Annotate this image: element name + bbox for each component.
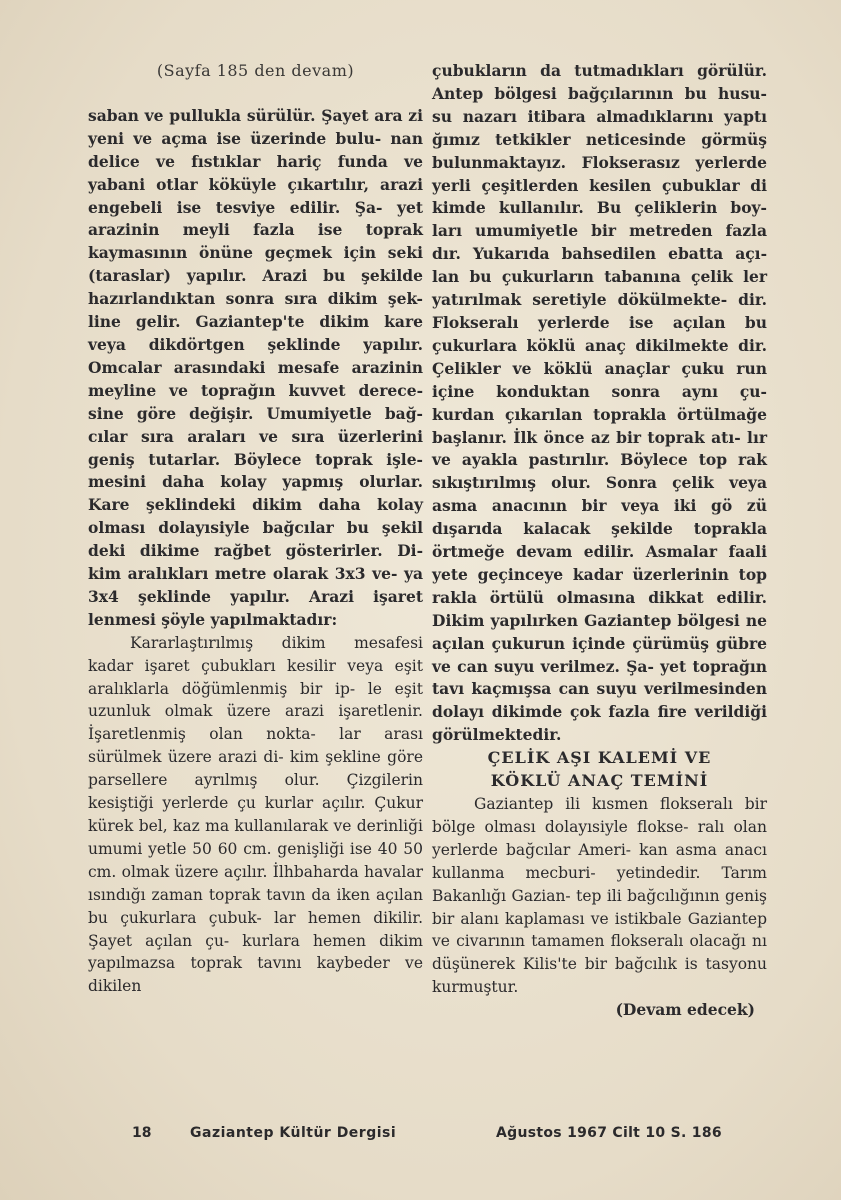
page-number: 18 xyxy=(132,1125,152,1141)
left-paragraph-2: Kararlaştırılmış dikim mesafesi kadar işaret çubukları kesilir veya eşit aralıklarla döğümlenmiş bir ip- le eşit uzunluk olmak üzere arazi işaretlenir. İşaretlenmiş olan nokta- lar arası sürülmek üzere arazi di- kim şekline göre parsellere ayrılmış olur. Çizgilerin kesiştiği yerlerde çu kurlar açılır. Çukur kürek bel, kaz ma kullanılarak ve derinliği umumi yetle 50 60 cm. genişliği ise 40 50 cm. olmak üzere açılır. İlhbaharda havalar ısındığı zaman toprak tavın da iken açılan bu çukurlara çubuk- lar hemen dikilir. Şayet açılan çu- kurlara hemen dikim yapılmazsa toprak tavını kaybeder ve dikilen xyxy=(88,633,423,996)
issue-info: Ağustos 1967 Cilt 10 S. 186 xyxy=(496,1125,722,1141)
continuation-note: (Sayfa 185 den devam) xyxy=(156,61,355,80)
magazine-name: Gaziantep Kültür Dergisi xyxy=(190,1125,397,1141)
section-heading-line-2: KÖKLÜ ANAÇ TEMİNİ xyxy=(490,771,709,791)
page-footer xyxy=(0,1125,841,1149)
right-paragraph-1: çubukların da tutmadıkları görülür. Antep bölgesi bağçılarının bu husu- su nazarı itibara almadıklarını yaptı ğımız tetkikler neticesinde görmüş bulunmaktayız. Flokserasız yerlerde yerli çeşitlerden kesilen çubuklar di kimde kullanılır. Bu çeliklerin boy- ları umumiyetle bir metreden fazla dır. Yukarıda bahsedilen ebatta açı- lan bu çukurların tabanına çelik ler yatırılmak seretiyle dökülmekte- dir. Flokseralı yerlerde ise açılan bu çukurlara köklü anaç dikilmekte dir. Çelikler ve köklü anaçlar çuku run içine konduktan sonra aynı çu- kurdan çıkarılan toprakla örtülmağe başlanır. İlk önce az bir toprak atı- lır ve ayakla pastırılır. Böylece top rak sıkıştırılmış olur. Sonra çelik veya asma anacının bir veya iki gö zü dışarıda kalacak şekilde toprakla örtmeğe devam edilir. Asmalar faali yete geçinceye kadar üzerlerinin top rakla örtülü olmasına dikkat edilir. Dikim yapılırken Gaziantep bölgesi ne açılan çukurun içinde çürümüş gübre ve can suyu verilmez. Şa- yet toprağın tavı kaçmışsa can suyu verilmesinden dolayı dikimde çok fazla fire verildiği görülmektedir. xyxy=(432,61,767,745)
right-column xyxy=(432,60,767,1022)
left-paragraph-1: saban ve pullukla sürülür. Şayet ara zi yeni ve açma ise üzerinde bulu- nan delice ve fıstıklar hariç funda ve yabani otlar köküyle çıkartılır, arazi engebeli ise tesviye edilir. Şa- yet arazinin meyli fazla ise toprak kaymasının önüne geçmek için seki (taraslar) yapılır. Arazi bu şekilde hazırlandıktan sonra sıra dikim şek- line gelir. Gaziantep'te dikim kare veya dikdörtgen şeklinde yapılır. Omcalar arasındaki mesafe arazinin meyline ve toprağın kuvvet derece- sine göre değişir. Umumiyetle bağ- cılar sıra araları ve sıra üzerlerini geniş tutarlar. Böylece toprak işle- mesini daha kolay yapmış olurlar. Kare şeklindeki dikim daha kolay olması dolayısiyle bağcılar bu şekil deki dikime rağbet gösterirler. Di- kim aralıkları metre olarak 3x3 ve- ya 3x4 şeklinde yapılır. Arazi işaret lenmesi şöyle yapılmaktadır: xyxy=(88,105,423,629)
section-heading-line-1: ÇELİK AŞI KALEMİ VE xyxy=(487,748,712,768)
left-column xyxy=(88,60,423,998)
continued-note: (Devam edecek) xyxy=(615,1000,755,1020)
right-paragraph-2: Gaziantep ili kısmen flokseralı bir bölge olması dolayısiyle flokse- ralı olan yerlerde bağcılar Ameri- kan asma anacı kullanma mecburi- yetindedir. Tarım Bakanlığı Gazian- tep ili bağcılığının geniş bir alanı kaplaması ve istikbale Gaziantep ve civarının tamamen flokseralı olacağı nı düşünerek Kilis'te bir bağcılık is tasyonu kurmuştur. xyxy=(432,795,767,997)
